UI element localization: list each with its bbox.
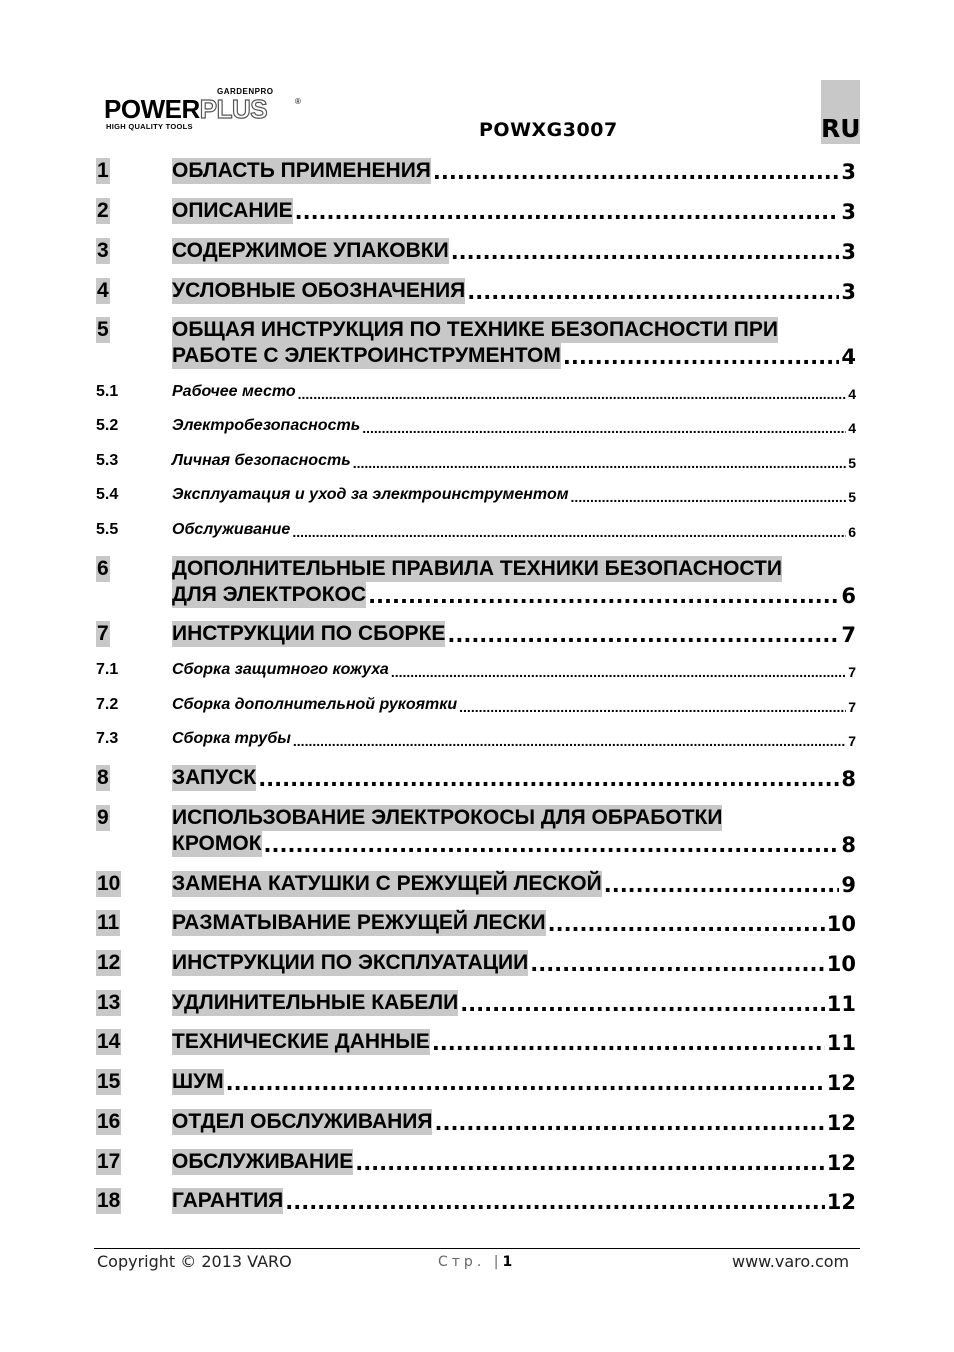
- toc-entry-number: 15: [97, 1070, 121, 1093]
- toc-entry-line: [172, 520, 856, 540]
- toc-entry-line: [172, 910, 856, 936]
- toc-entry-title-text: ОБЛАСТЬ ПРИМЕНЕНИЯ: [172, 159, 431, 182]
- toc-entry-number: 7.1: [96, 661, 119, 678]
- toc-entry-number: 5.1: [96, 383, 119, 400]
- toc-dot-leader: [298, 386, 847, 402]
- toc-dot-leader: [353, 455, 847, 471]
- toc-entry-title-text: Сборка дополнительной рукоятки: [172, 696, 458, 713]
- logo-registered-mark: ®: [295, 97, 301, 106]
- toc-entry-line: [172, 990, 856, 1016]
- toc-entry-line: [172, 485, 856, 505]
- footer-page-indicator: [438, 1254, 512, 1270]
- toc-entry-title-text: Сборка трубы: [172, 730, 291, 747]
- toc-entry-title-text: ГАРАНТИЯ: [172, 1189, 284, 1212]
- toc-entry-title: [172, 416, 856, 436]
- toc-dot-leader: [355, 1151, 825, 1175]
- toc-entry-line: [172, 343, 856, 369]
- toc-entry-title-text: Эксплуатация и уход за электроинструментом: [172, 486, 569, 503]
- toc-entry-title: [172, 621, 856, 647]
- toc-dot-leader: [604, 873, 840, 897]
- toc-entry-line: [172, 871, 856, 897]
- toc-entry-page: 12: [826, 1151, 856, 1175]
- toc-entry-number: 5.2: [96, 417, 119, 434]
- toc-entry-line: [172, 805, 856, 831]
- toc-entry-title-text: ИСПОЛЬЗОВАНИЕ ЭЛЕКТРОКОСЫ ДЛЯ ОБРАБОТКИ: [172, 806, 723, 829]
- toc-entry-line: [172, 695, 856, 715]
- toc-entry-title-text: СОДЕРЖИМОЕ УПАКОВКИ: [172, 239, 449, 262]
- toc-entry-line: [172, 556, 856, 582]
- toc-entry-number: 5: [97, 318, 109, 341]
- toc-entry-number: 13: [97, 991, 121, 1014]
- toc-entry-number: 1: [97, 159, 109, 182]
- toc-entry-title-text: ЗАПУСК: [172, 766, 257, 789]
- toc-entry-number: 5.5: [96, 521, 119, 538]
- toc-dot-leader: [226, 1071, 825, 1095]
- toc-dot-leader: [459, 699, 846, 715]
- toc-dot-leader: [433, 160, 839, 184]
- logo-gardenpro-text: GARDENPRO: [217, 87, 274, 96]
- toc-entry-number: 2: [97, 199, 109, 222]
- toc-entry-title-text: ДОПОЛНИТЕЛЬНЫЕ ПРАВИЛА ТЕХНИКИ БЕЗОПАСНОСТИ: [172, 557, 782, 580]
- toc-entry-number: 6: [97, 557, 109, 580]
- toc-entry-line: [172, 660, 856, 680]
- toc-entry-line: [172, 765, 856, 791]
- toc-entry-title: [172, 950, 856, 976]
- footer-website: www.varo.com: [732, 1252, 850, 1271]
- toc-dot-leader: [530, 952, 825, 976]
- toc-entry-line: [172, 278, 856, 304]
- toc-entry-page: 12: [826, 1190, 856, 1214]
- model-number: POWXG3007: [479, 119, 618, 141]
- toc-entry-title: [172, 198, 856, 224]
- toc-entry-page: 4: [848, 420, 856, 436]
- toc-entry-page: 3: [841, 280, 856, 304]
- toc-entry-title: [172, 556, 856, 608]
- toc-entry-title: [172, 910, 856, 936]
- toc-entry-number: 3: [97, 239, 109, 262]
- toc-entry-title-text: ОБЩАЯ ИНСТРУКЦИЯ ПО ТЕХНИКЕ БЕЗОПАСНОСТИ ПРИ: [172, 318, 778, 341]
- toc-entry-line: [172, 198, 856, 224]
- toc-dot-leader: [563, 345, 840, 369]
- toc-entry-title-text: ОБСЛУЖИВАНИЕ: [172, 1150, 354, 1173]
- toc-entry-title: [172, 317, 856, 369]
- toc-entry-title-text: Сборка защитного кожуха: [172, 661, 389, 678]
- toc-entry-number: 4: [97, 279, 109, 302]
- toc-entry-line: [172, 317, 856, 343]
- toc-entry-line: [172, 416, 856, 436]
- toc-entry-title: [172, 805, 856, 857]
- toc-entry-line: [172, 158, 856, 184]
- toc-entry-page: 7: [848, 699, 856, 715]
- toc-entry-title-text: ИНСТРУКЦИИ ПО СБОРКЕ: [172, 622, 446, 645]
- toc-entry-title-text: КРОМОК: [172, 832, 262, 855]
- toc-entry-page: 11: [826, 992, 856, 1016]
- toc-entry-line: [172, 1069, 856, 1095]
- toc-entry-page: 7: [848, 664, 856, 680]
- toc-entry-number: 7: [97, 622, 109, 645]
- toc-entry-title-text: ШУМ: [172, 1070, 224, 1093]
- toc-entry-title-text: РАЗМАТЫВАНИЕ РЕЖУЩЕЙ ЛЕСКИ: [172, 911, 546, 934]
- toc-entry-title: [172, 451, 856, 471]
- footer-page-label: Стр. |: [438, 1254, 503, 1270]
- toc-entry-page: 9: [841, 873, 856, 897]
- toc-entry-line: [172, 1109, 856, 1135]
- toc-entry-line: [172, 451, 856, 471]
- toc-entry-number: 5.4: [96, 486, 119, 503]
- toc-entry-number: 7.2: [96, 696, 119, 713]
- toc-entry-page: 3: [841, 240, 856, 264]
- toc-dot-leader: [293, 733, 846, 749]
- toc-entry-line: [172, 831, 856, 857]
- toc-entry-title: [172, 1069, 856, 1095]
- toc-entry-line: [172, 621, 856, 647]
- toc-entry-page: 7: [841, 623, 856, 647]
- toc-dot-leader: [295, 200, 840, 224]
- toc-entry-page: 12: [826, 1111, 856, 1135]
- toc-entry-page: 5: [848, 455, 856, 471]
- toc-entry-page: 7: [848, 733, 856, 749]
- toc-entry-title: [172, 1149, 856, 1175]
- toc-entry-number: 9: [97, 806, 109, 829]
- toc-entry-title: [172, 1188, 856, 1214]
- toc-entry-title: [172, 238, 856, 264]
- toc-entry-title: [172, 520, 856, 540]
- footer-copyright: Copyright © 2013 VARO: [97, 1252, 292, 1271]
- toc-entry-number: 16: [97, 1110, 121, 1133]
- toc-entry-line: [172, 729, 856, 749]
- toc-entry-title: [172, 871, 856, 897]
- toc-dot-leader: [292, 524, 846, 540]
- toc-entry-number: 18: [97, 1189, 121, 1212]
- toc-entry-number: 8: [97, 766, 109, 789]
- toc-dot-leader: [434, 1111, 824, 1135]
- toc-entry-title: [172, 278, 856, 304]
- toc-entry-number: 5.3: [96, 452, 119, 469]
- toc-entry-title-text: Рабочее место: [172, 383, 296, 400]
- toc-entry-line: [172, 238, 856, 264]
- logo-power-text: POWER: [104, 94, 200, 124]
- toc-entry-page: 5: [848, 489, 856, 505]
- toc-entry-line: [172, 950, 856, 976]
- toc-entry-number: 17: [97, 1150, 121, 1173]
- toc-entry-title-text: ОПИСАНИЕ: [172, 199, 293, 222]
- toc-entry-page: 3: [841, 160, 856, 184]
- logo-tagline: HIGH QUALITY TOOLS: [106, 122, 193, 131]
- toc-entry-title-text: УДЛИНИТЕЛЬНЫЕ КАБЕЛИ: [172, 991, 459, 1014]
- toc-entry-number: 10: [97, 872, 121, 895]
- toc-entry-page: 12: [826, 1071, 856, 1095]
- toc-entry-title-text: ЗАМЕНА КАТУШКИ С РЕЖУЩЕЙ ЛЕСКОЙ: [172, 872, 602, 895]
- toc-dot-leader: [451, 240, 840, 264]
- toc-entry-line: [172, 1029, 856, 1055]
- toc-entry-title: [172, 382, 856, 402]
- toc-entry-number: 14: [97, 1030, 121, 1053]
- toc-entry-line: [172, 582, 856, 608]
- toc-entry-title-text: Обслуживание: [172, 521, 291, 538]
- toc-dot-leader: [447, 623, 839, 647]
- toc-entry-title: [172, 990, 856, 1016]
- toc-dot-leader: [285, 1190, 825, 1214]
- toc-dot-leader: [258, 767, 839, 791]
- logo-plus-text: PLUS: [199, 94, 268, 124]
- toc-entry-page: 3: [841, 200, 856, 224]
- toc-entry-title: [172, 660, 856, 680]
- toc-entry-title-text: ТЕХНИЧЕСКИЕ ДАННЫЕ: [172, 1030, 430, 1053]
- toc-entry-title: [172, 695, 856, 715]
- toc-entry-number: 11: [97, 911, 120, 934]
- toc-dot-leader: [467, 280, 839, 304]
- toc-entry-title: [172, 1109, 856, 1135]
- toc-entry-title-text: ДЛЯ ЭЛЕКТРОКОС: [172, 583, 367, 606]
- toc-entry-line: [172, 1188, 856, 1214]
- toc-entry-page: 6: [841, 584, 856, 608]
- toc-dot-leader: [368, 584, 839, 608]
- toc-dot-leader: [548, 912, 825, 936]
- toc-entry-page: 10: [826, 952, 856, 976]
- toc-entry-number: 12: [97, 951, 121, 974]
- toc-entry-page: 8: [841, 767, 856, 791]
- toc-entry-page: 11: [826, 1031, 856, 1055]
- toc-entry-title-text: ИНСТРУКЦИИ ПО ЭКСПЛУАТАЦИИ: [172, 951, 529, 974]
- toc-dot-leader: [460, 992, 825, 1016]
- toc-dot-leader: [362, 420, 846, 436]
- toc-dot-leader: [391, 664, 846, 680]
- toc-entry-page: 8: [841, 833, 856, 857]
- toc-entry-page: 4: [848, 386, 856, 402]
- toc-entry-title-text: ОТДЕЛ ОБСЛУЖИВАНИЯ: [172, 1110, 433, 1133]
- toc-entry-page: 6: [848, 524, 856, 540]
- toc-dot-leader: [264, 833, 840, 857]
- toc-entry-title: [172, 1029, 856, 1055]
- toc-entry-title-text: Личная безопасность: [172, 452, 351, 469]
- toc-entry-title-text: УСЛОВНЫЕ ОБОЗНАЧЕНИЯ: [172, 279, 466, 302]
- toc-entry-title-text: РАБОТЕ С ЭЛЕКТРОИНСТРУМЕНТОМ: [172, 344, 561, 367]
- toc-entry-title: [172, 158, 856, 184]
- toc-entry-title-text: Электробезопасность: [172, 417, 361, 434]
- toc-entry-title: [172, 729, 856, 749]
- toc-entry-line: [172, 382, 856, 402]
- toc-entry-title: [172, 765, 856, 791]
- footer-divider: [94, 1248, 860, 1249]
- toc-entry-page: 10: [826, 912, 856, 936]
- toc-entry-title: [172, 485, 856, 505]
- toc-entry-number: 7.3: [96, 730, 119, 747]
- toc-dot-leader: [571, 489, 847, 505]
- language-code: RU: [821, 114, 861, 143]
- footer-page-number: 1: [502, 1254, 513, 1270]
- toc-entry-page: 4: [841, 345, 856, 369]
- toc-entry-line: [172, 1149, 856, 1175]
- toc-dot-leader: [432, 1031, 825, 1055]
